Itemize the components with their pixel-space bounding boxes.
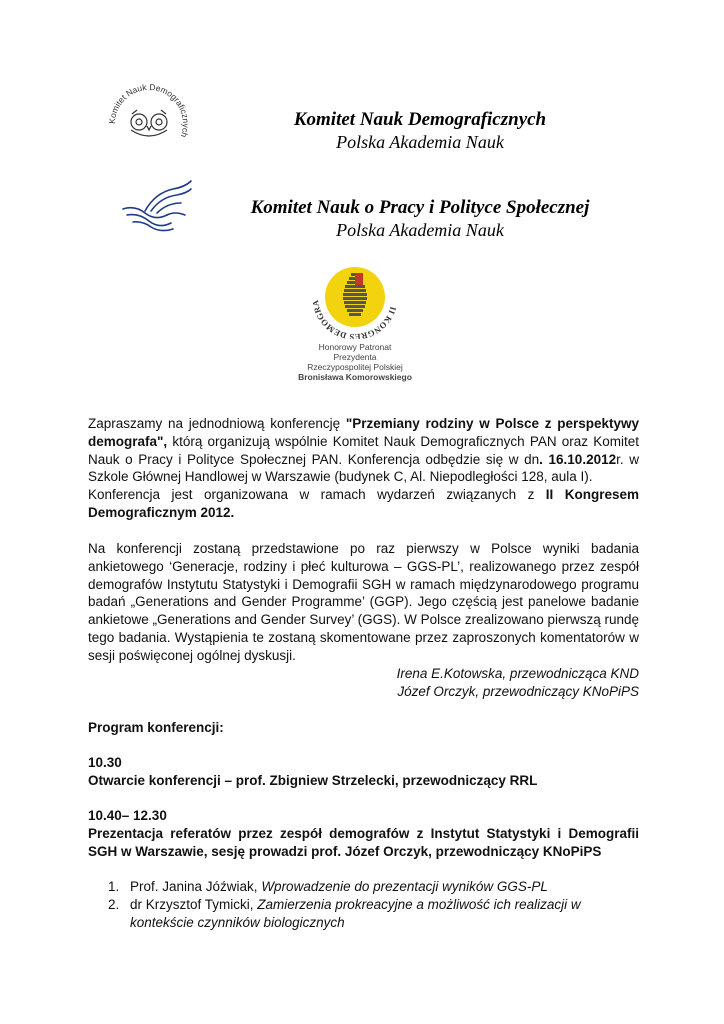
list-author: Prof. Janina Jóźwiak,: [130, 879, 262, 894]
slot-description: Otwarcie konferencji – prof. Zbigniew Strzelecki, przewodniczący RRL: [88, 772, 538, 788]
intro-text: r. w Szkole Głównej Handlowej w Warszawie (budynek C, Al. Niepodległości 128, aula I).: [88, 451, 639, 485]
slot-time: 10.40– 12.30: [88, 808, 167, 823]
list-title: Wprowadzenie do prezentacji wyników GGS-PL: [261, 879, 548, 894]
signature-knopips: Józef Orczyk, przewodniczący KNoPiPS: [397, 683, 639, 699]
patronage-line: Prezydenta: [333, 352, 377, 362]
congress-logo-text: I KONGRES DEMOG: [314, 308, 397, 339]
program-heading: Program konferencji:: [88, 720, 224, 735]
knd-logo-text: Komitet Nauk Demograficznych: [106, 81, 192, 139]
intro-paragraph-2: [88, 486, 639, 522]
conference-title: "Przemiany rodziny w Polsce z perspektywy demografa",: [88, 416, 639, 449]
list-item: [88, 878, 639, 896]
knd-logo: [103, 78, 195, 170]
congress-name: II Kongresem Demograficznym 2012.: [88, 487, 639, 520]
program-slot-1: [88, 754, 639, 790]
conference-date: . 16.10.2012: [539, 451, 617, 467]
program-slot-2: [88, 807, 639, 860]
slot-time: 10.30: [88, 755, 122, 770]
congress-logo-graphic: [313, 255, 397, 339]
knd-logo-graphic: [103, 78, 195, 170]
intro-paragraph: [88, 415, 639, 486]
list-author: dr Krzysztof Tymicki,: [130, 896, 258, 912]
patronage: [296, 342, 414, 382]
signatures: [88, 665, 639, 701]
intro-text: którą organizują wspólnie Komitet Nauk Demograficznych PAN oraz Komitet Nauk o Pracy i Polityce Społecznej PAN. Konferencja odbędzie się w dn: [88, 433, 639, 467]
patronage-name: Bronisława Komorowskiego: [298, 372, 412, 382]
knd-subtitle: Polska Akademia Nauk: [336, 132, 504, 152]
knopips-logo: [115, 175, 195, 240]
program-list: [88, 878, 639, 931]
patronage-line: Honorowy Patronat: [318, 342, 392, 352]
knopips-subtitle: Polska Akademia Nauk: [336, 220, 504, 240]
list-number: 2.: [108, 896, 120, 912]
list-item: [88, 896, 639, 932]
patronage-line: Rzeczypospolitej Polskiej: [307, 362, 403, 372]
description-paragraph: Na konferencji zostaną przedstawione po raz pierwszy w Polsce wyniki badania ankietowego ‘Generacje, rodziny i płeć kulturowa – GGS-PL’, realizowanego przez zespół demografów Instytutu Statystyki i Demografii SGH w ramach międzynarodowego programu badań „Generations and Gender Programme’ (GGP). Jego częścią jest panelowe badanie ankietowe „Generations and Gender Survey’ (GGS). W Polsce zrealizowano pierwszą rundę tego badania. Wystąpienia te zostaną skomentowane przez zaproszonych komentatorów w sesji poświęconej ogólnej dyskusji.: [88, 541, 640, 663]
congress-logo: [313, 255, 397, 339]
list-number: 1.: [108, 879, 120, 894]
intro-text: Zapraszamy na jednodniową konferencję: [88, 416, 346, 431]
signature-knd: Irena E.Kotowska, przewodnicząca KND: [396, 666, 639, 681]
intro-text: Konferencja jest organizowana w ramach wydarzeń związanych z: [88, 487, 546, 502]
knd-title: Komitet Nauk Demograficznych: [293, 109, 547, 130]
slot-description: Prezentacja referatów przez zespół demografów z Instytut Statystyki i Demografii SGH w Warszawie, sesję prowadzi prof. Józef Orczyk, przewodniczący KNoPiPS: [88, 825, 639, 859]
knopips-title: Komitet Nauk o Pracy i Polityce Społecznej: [250, 197, 590, 218]
bird-icon: [115, 175, 195, 240]
list-title: Zamierzenia prokreacyjne a możliwość ich realizacji w kontekście czynników biologicznych: [130, 896, 581, 930]
